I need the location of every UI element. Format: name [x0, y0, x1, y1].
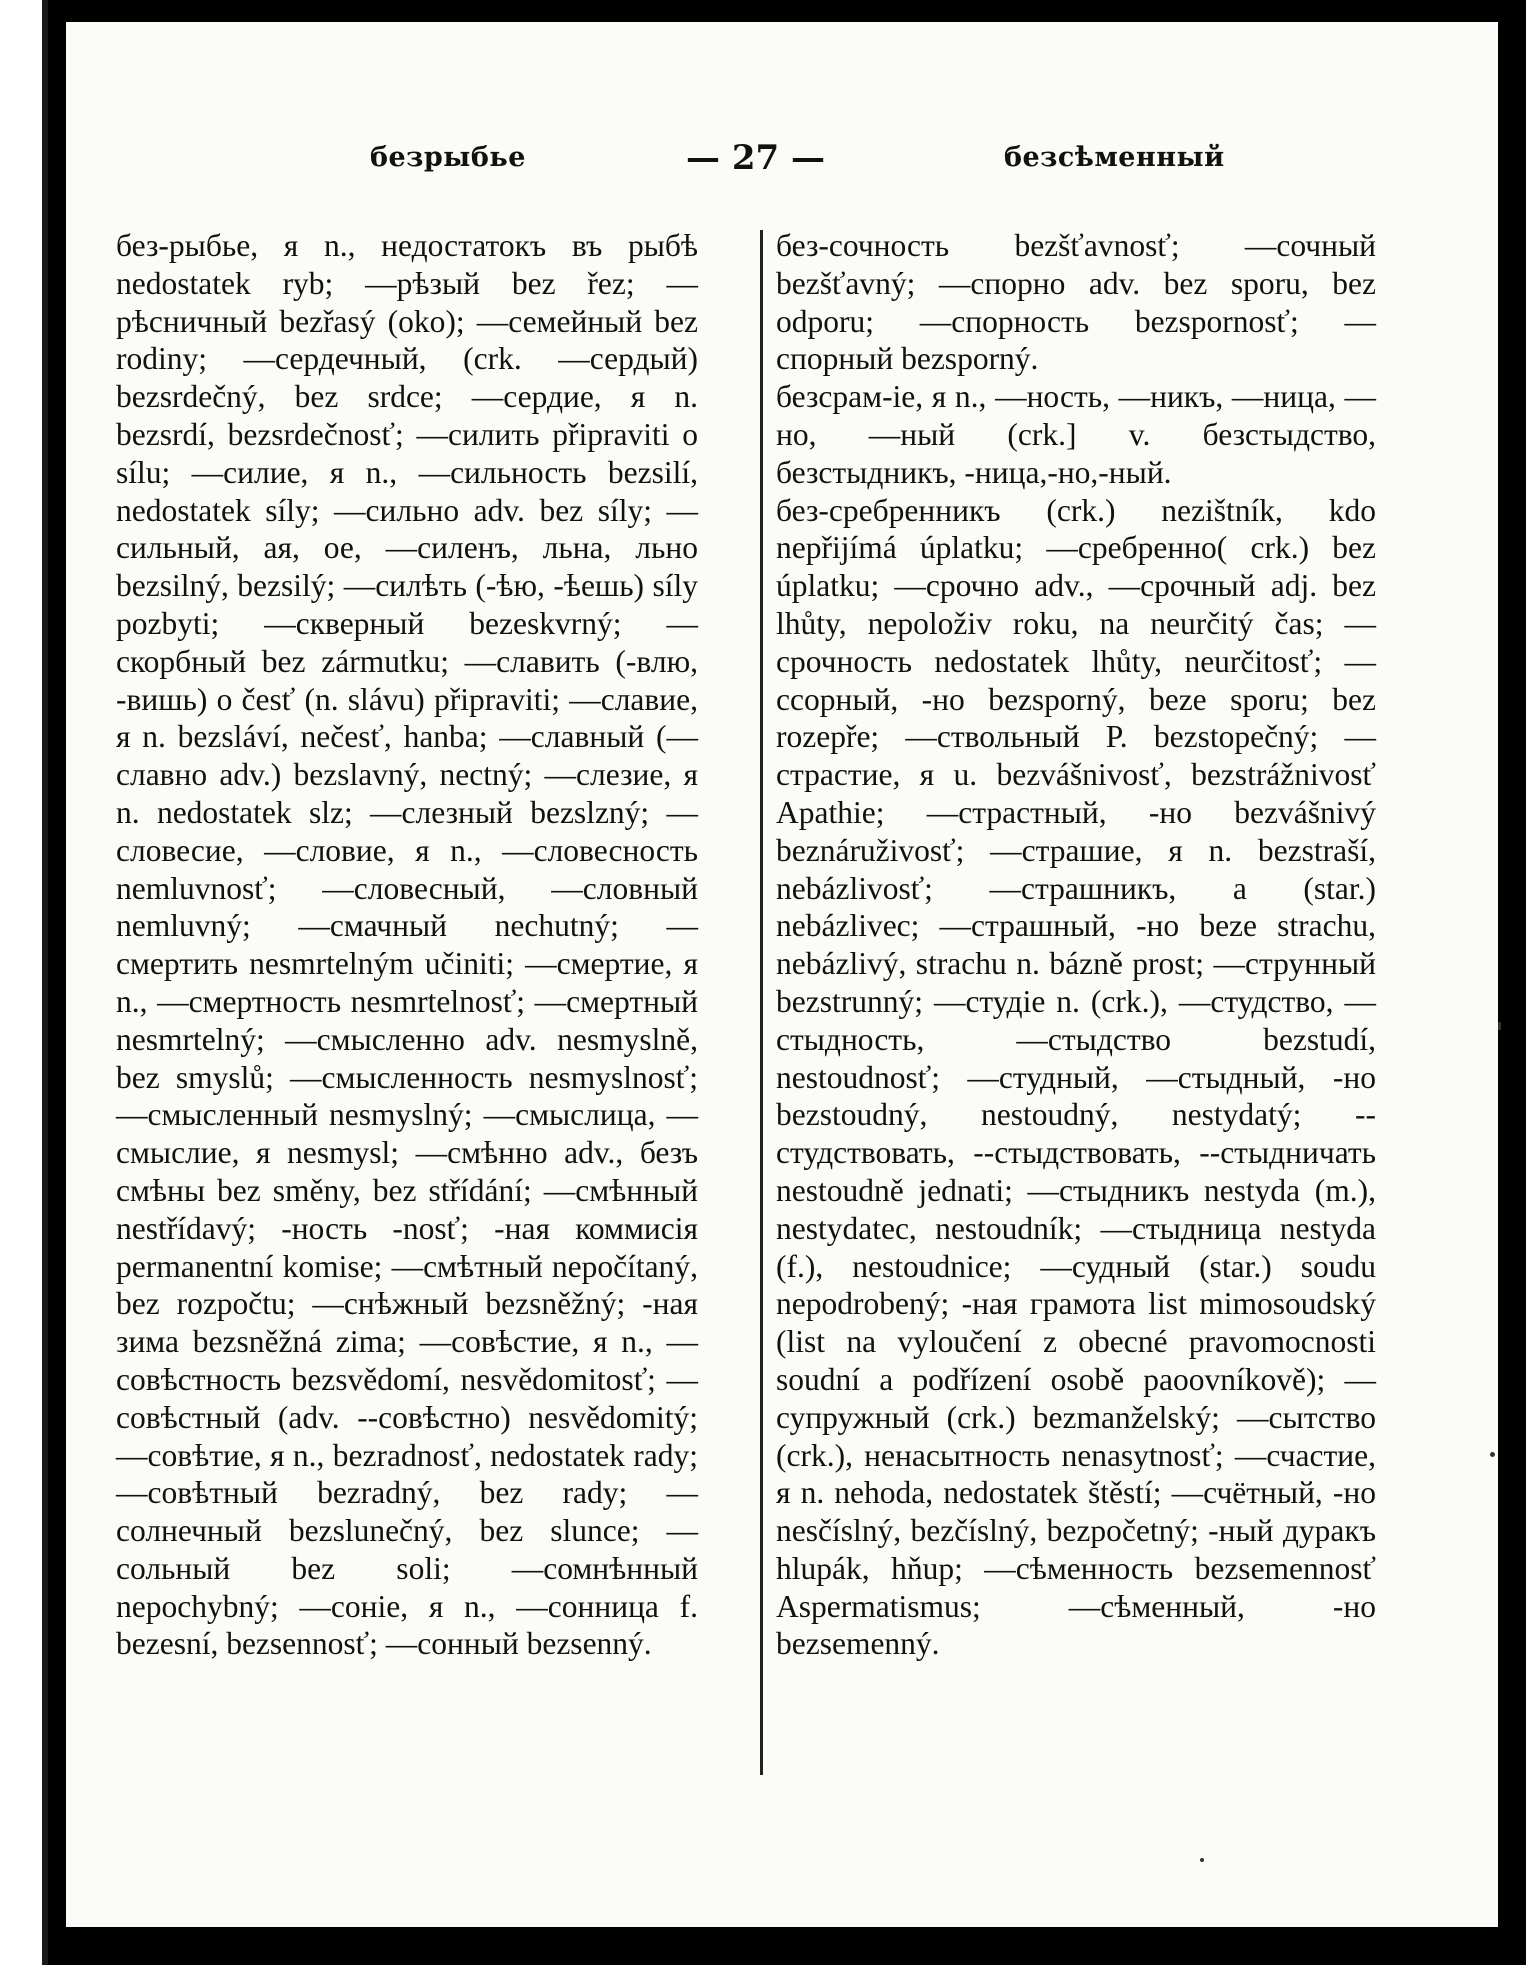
left-column — [116, 227, 698, 1663]
dictionary-page — [66, 22, 1498, 1927]
scan-speck — [1498, 1022, 1501, 1030]
dictionary-entry-bezsrebren: без-сребренникъ (crk.) nezištník, kdo nepřijímá úplatku; —сребренно( crk.) bez úplatku; —срочно adv., —срочный adj. bez lhůty, nepoloživ roku, na neurčitý čas; —срочность nedostatek lhůty, neurčitosť; —ссорный, -но bezsporný, beze sporu; bez rozepře; —ствольный P. bezstopečný; —страстие, я u. bezvášnivosť, bezstrážnivosť Apathie; —страстный, -но bezvášnivý beznáruživosť; —страшие, я n. bezstraší, nebázlivosť; —страшникъ, a (star.) nebázlivec; —страшный, -но beze strachu, nebázlivý, strachu n. bázně prost; —струнный bezstrunný; —студie n. (crk.), —студство, —стыдность, —стыдство bezstudí, nestoudnosť; —студный, —стыдный, -но bezstoudný, nestoudný, nestydatý; --студствовать, --стыдствовать, --стыдничать nestoudně jednati; —стыдникъ nestyda (m.), nestydatec, nestoudník; —стыдница nestyda (f.), nestoudnice; —судный (star.) soudu nepodrobený; -ная грамота list mimosoudský (list na vyloučení z obecné pravomocnosti soudní a podřízení osobě paoovníkově); —супружный (crk.) bezmanželský; —сытство (crk.), ненасытность nenasytnosť; —счастие, я n. nehoda, nedostatek štěstí; —счётный, -но nesčíslný, bezčíslný, bezpočetný; -ный дуракъ hlupák, hňup; —сѣменность bezsemennosť Aspermatismus; —сѣменный, -но bezsemenný. — [776, 492, 1376, 1662]
column-divider — [760, 230, 763, 1775]
previous-page-edge — [0, 0, 48, 1965]
scan-speck — [1200, 1858, 1204, 1862]
header-first-headword: безрыбье — [370, 142, 526, 173]
dictionary-entry-bezryb: без-рыбье, я n., недостатокъ въ рыбѣ nedostatek ryb; —рѣзый bez řez; —рѣсничный bezřasý (oko); —семейный bez rodiny; —сердечный, (crk. —сердый) bezsrdečný, bez srdce; —сердие, я n. bezsrdí, bezsrdečnosť; —силить připraviti o sílu; —силие, я n., —сильность bezsilí, nedostatek síly; —сильно adv. bez síly; —сильный, ая, ое, —силенъ, льна, льно bezsilný, bezsilý; —силѣть (-ѣю, -ѣешь) síly pozbyti; —скверный bezeskvrný; —скорбный bez zármutku; —славить (-влю, -вишь) o česť (n. slávu) připraviti; —славие, я n. bezsláví, nečesť, hanba; —славный (—славно adv.) bezslavný, nectný; —слезие, я n. nedostatek slz; —слезный bezslzný; —словесие, —словие, я n., —словесность nemluvnosť; —словесный, —словный nemluvný; —смачный nechutný; —смертить nesmrtelným učiniti; —смертие, я n., —смертность nesmrtelnosť; —смертный nesmrtelný; —смысленно adv. nesmyslně, bez smyslů; —смысленность nesmyslnosť; —смысленный nesmyslný; —смыслица, —смыслие, я nesmysl; —смѣнно adv., безъ смѣны bez směny, bez střídání; —смѣнный nestřídavý; -ность -nosť; -ная коммисія permanentní komise; —смѣтный nepočítaný, bez rozpočtu; —снѣжный bezsněžný; -ная зима bezsněžná zima; —совѣстие, я n., —совѣстность bezsvědomí, nesvědomitosť; —совѣстный (adv. --совѣстно) nesvědomitý; —совѣтие, я n., bezradnosť, nedostatek rady; —совѣтный bezradný, bez rady; —солнечный bezslunečný, bez slunce; —сольный bez soli; —сомнѣнный nepochybný; —сонie, я n., —сонница f. bezesní, bezsennosť; —сонный bezsenný. — [116, 228, 698, 1662]
scan-speck — [1490, 1452, 1495, 1457]
running-header — [66, 138, 1498, 192]
dictionary-entry-bezsram: безсрам-ie, я n., —ность, —никъ, —ница, —но, —ный (crk.] v. безстыдство, безстыдникъ, -ница,-но,-ный. — [776, 379, 1376, 490]
page-number: — 27 — — [686, 138, 825, 178]
header-last-headword: безсѣменный — [1004, 142, 1225, 173]
right-column — [776, 227, 1376, 1663]
dictionary-entry-bezsoch: без-сочность bezšťavnosť; —сочный bezšťavný; —спорно adv. bez sporu, bez odporu; —спорность bezspornosť; —спорный bezsporný. — [776, 228, 1376, 377]
